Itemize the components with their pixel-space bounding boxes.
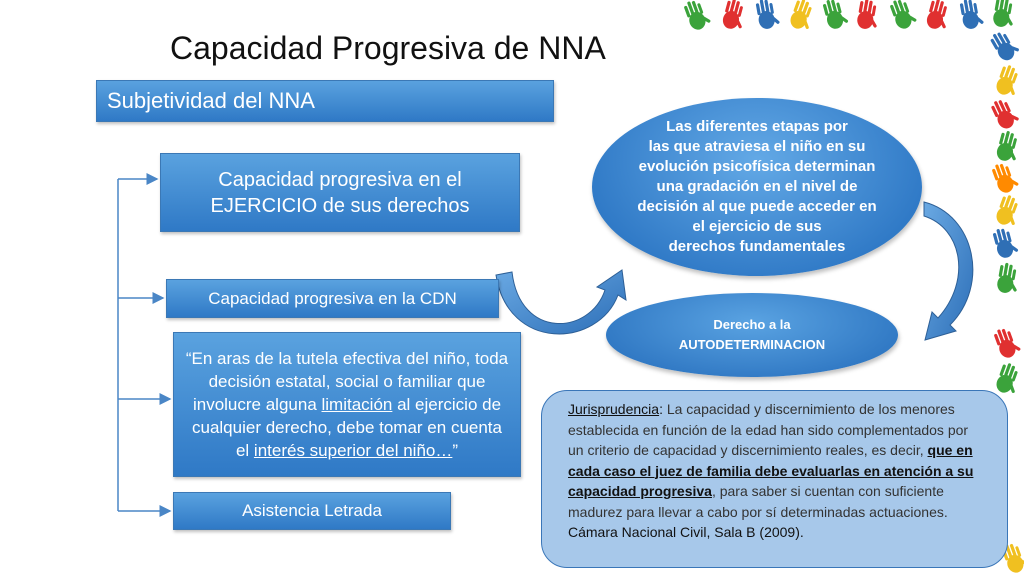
asistencia-letrada-box: Asistencia Letrada [173,492,451,530]
jurisprudencia-colon: : [659,401,667,417]
jurisprudencia-text1: La capacidad y discernimiento de los menores establecida en función de la edad han sido complementados por un criterio de capacidad y discernimiento reales, es decir, [568,401,969,458]
box1-line2: EJERCICIO de sus derechos [210,194,470,217]
quote-part1: “En aras de la tutela efectiva del niño, toda decisión estatal, social o familiar que involucre alguna [185,349,509,414]
ellipse2-line1: Derecho a la [713,317,791,332]
jurisprudencia-source: Cámara Nacional Civil, Sala B (2009). [568,524,804,540]
ellipse1-line: Las diferentes etapas por [666,118,848,135]
quote-part3: ” [452,441,459,460]
ellipse1-line: una gradación en el nivel de [656,178,858,195]
autodeterminacion-ellipse [606,293,898,377]
quote-limitacion-link[interactable]: limitación [321,395,393,414]
subjetividad-header: Subjetividad del NNA [96,80,554,122]
ellipse1-line: el ejercicio de sus [692,218,822,235]
quote-box [173,332,521,477]
ellipse1-line: derechos fundamentales [668,238,846,255]
page-title: Capacidad Progresiva de NNA [170,30,606,66]
capacidad-ejercicio-box [160,153,520,232]
capacidad-cdn-box: Capacidad progresiva en la CDN [166,279,499,318]
jurisprudencia-label: Jurisprudencia [568,401,660,417]
box1-line1: Capacidad progresiva en el [218,168,462,191]
ellipse1-line: las que atraviesa el niño en su [648,138,866,155]
jurisprudencia-bold: que en cada caso el juez de familia debe evaluarlas en atención a su capacidad progresiva [568,442,974,499]
jurisprudencia-text2: , para saber si cuentan con suficiente madurez para llevar a cabo por sí determinadas actuaciones. [568,483,948,520]
ellipse1-line: decisión al que puede acceder en [637,198,877,215]
curved-arrow-icon [924,202,973,340]
ellipse1-line: evolución psicofísica determinan [638,158,876,175]
curved-arrow-icon [496,270,626,334]
ellipse2-line2: AUTODETERMINACION [678,337,826,352]
quote-part2: al ejercicio de cualquier derecho, debe tomar en cuenta el [192,395,502,460]
etapas-ellipse [592,98,922,276]
quote-interes-link[interactable]: interés superior del niño… [253,441,453,460]
jurisprudencia-box [541,390,1008,568]
